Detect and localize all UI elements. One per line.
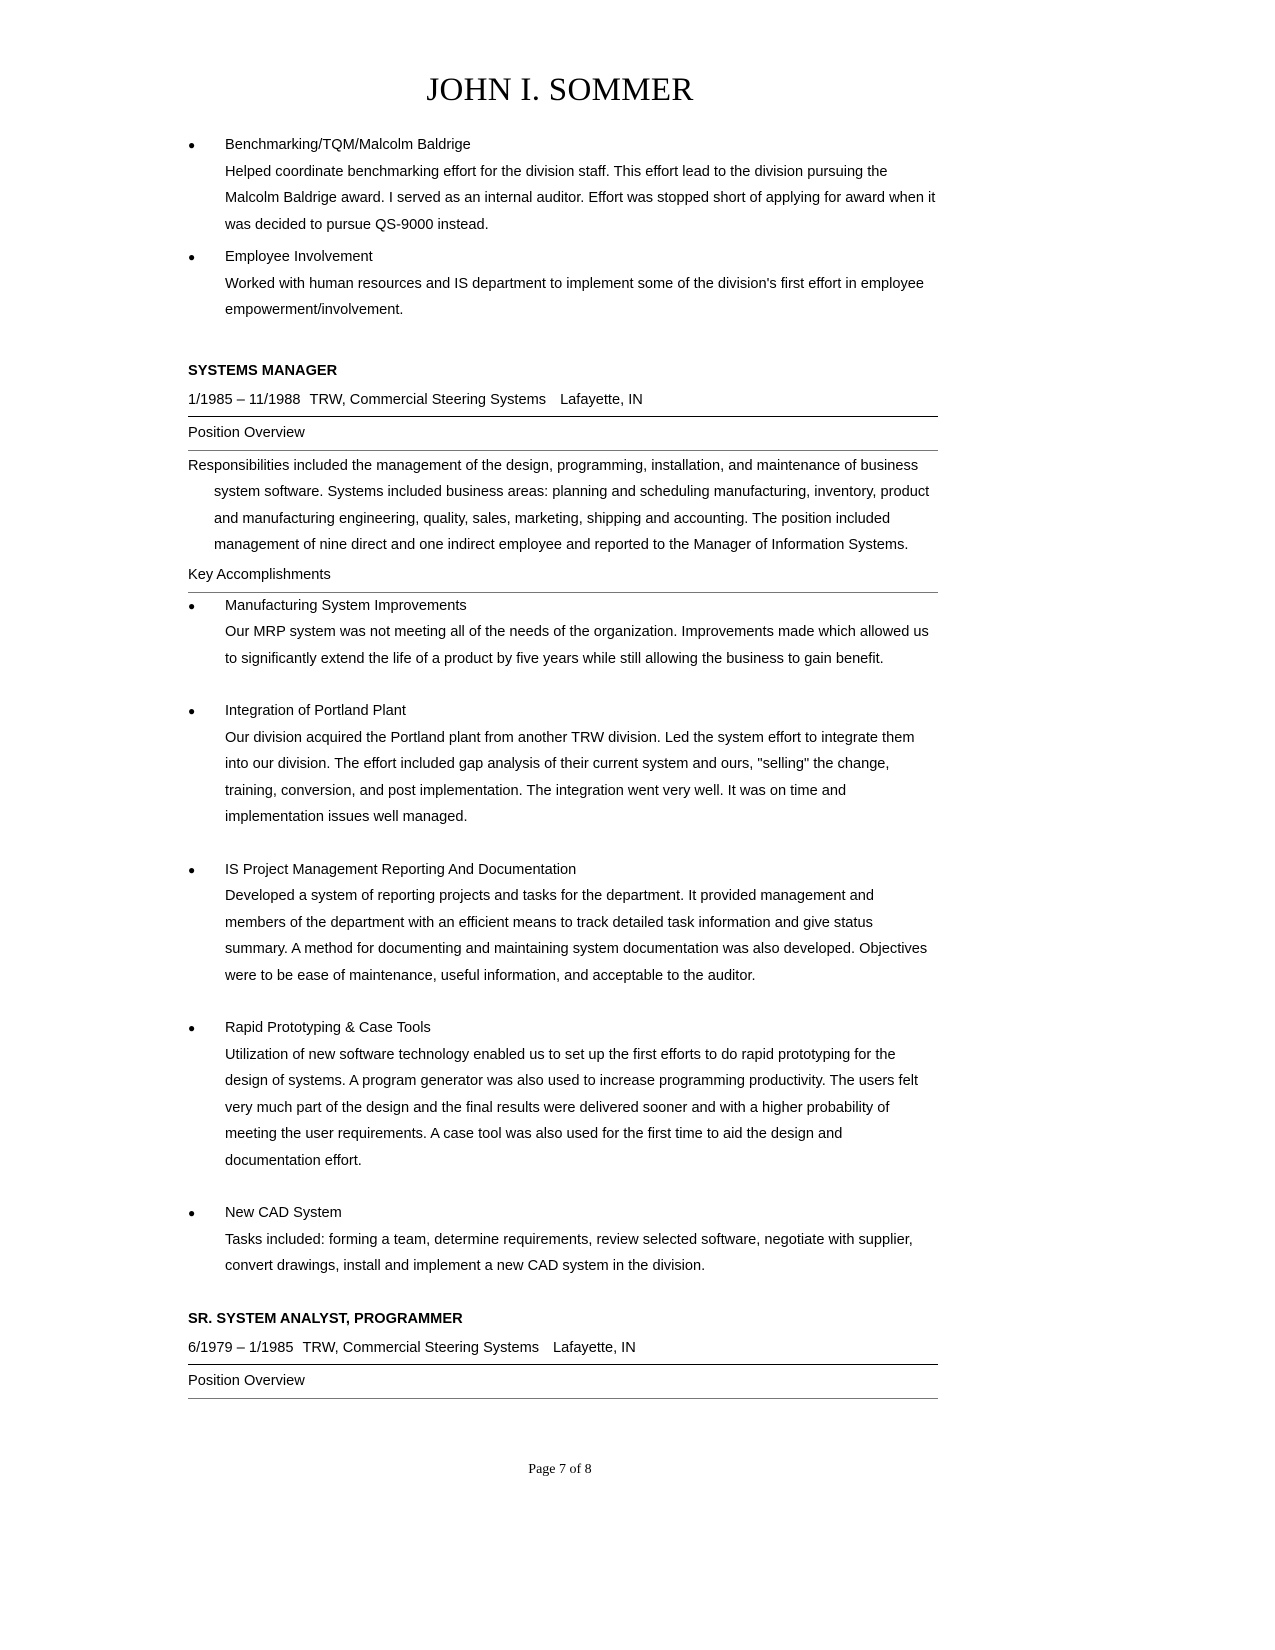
job-title: SYSTEMS MANAGER [188,362,338,379]
job-company: TRW, Commercial Steering Systems [309,391,547,408]
job-dates: 1/1985 – 11/1988 [188,391,301,408]
list-item [188,593,938,673]
bullet-icon: ● [188,598,196,613]
item-title: New CAD System [225,1205,342,1221]
resume-name: JOHN I. SOMMER [426,72,694,108]
divider [188,1398,938,1399]
section-label: Position Overview [188,424,305,441]
position-overview-text: Responsibilities included the management of the design, programming, installation, and maintenance of business system software. Systems included business areas: planning and scheduling manufacturing, inventory, product and manufacturing engineering, quality, sales, marketing, shipping and accounting. The position included management of nine direct and one indirect employee and reported to the Manager of Information Systems. [188,457,930,553]
item-description: Helped coordinate benchmarking effort for the division staff. This effort lead to the division pursuing the Malcolm Baldrige award. I served as an internal auditor. Effort was stopped short of applying for award when it was decided to pursue QS-9000 instead. [225,163,936,233]
job-location: Lafayette, IN [553,1339,636,1356]
list-item [188,698,938,831]
item-title: Manufacturing System Improvements [225,597,467,614]
list-item [188,1015,938,1174]
job-company: TRW, Commercial Steering Systems [302,1339,540,1356]
page-number: Page 7 of 8 [528,1462,592,1477]
job-details [188,1335,938,1361]
item-description: Tasks included: forming a team, determine requirements, review selected software, negotiate with supplier, convert drawings, install and implement a new CAD system in the division. [225,1231,913,1274]
section-label: Position Overview [188,1372,305,1389]
job-dates: 6/1979 – 1/1985 [188,1339,294,1356]
bullet-icon: ● [188,704,196,718]
bullet-icon: ● [188,250,196,264]
bullet-icon: ● [188,1206,196,1220]
item-description: Developed a system of reporting projects and tasks for the department. It provided management and members of the department with an efficient means to track detailed task information and give status summary. A method for documenting and maintaining system documentation was also developed. Objectives were to be ease of maintenance, useful information, and acceptable to the auditor. [225,888,928,984]
bullet-icon: ● [188,862,196,877]
item-description: Utilization of new software technology enabled us to set up the first efforts to do rapid prototyping for the design of systems. A program generator was also used to increase programming productivity. The users felt very much part of the design and the final results were delivered sooner and with a higher probability of meeting the user requirements. A case tool was also used for the first time to aid the design and documentation effort. [225,1046,918,1169]
divider [188,450,938,451]
item-description: Our division acquired the Portland plant from another TRW division. Led the system effort to integrate them into our division. The effort included gap analysis of their current system and ours, "selling" the change, training, conversion, and post implementation. The integration went very well. It was on time and implementation issues well managed. [225,729,915,825]
job-title: SR. SYSTEM ANALYST, PROGRAMMER [188,1310,463,1327]
divider [188,416,938,417]
item-title: Integration of Portland Plant [225,703,406,719]
item-title: Benchmarking/TQM/Malcolm Baldrige [225,137,471,153]
list-item [188,132,938,238]
list-item [188,244,938,324]
item-title: IS Project Management Reporting And Documentation [225,861,577,878]
list-item [188,1200,938,1280]
item-title: Employee Involvement [225,249,373,265]
bullet-icon: ● [188,1021,196,1035]
job-details [188,387,938,413]
item-description: Worked with human resources and IS department to implement some of the division's first effort in employee empowerment/involvement. [225,275,925,318]
list-item [188,857,938,990]
bullet-icon: ● [188,138,196,152]
resume-content [188,132,938,1399]
item-title: Rapid Prototyping & Case Tools [225,1020,431,1036]
job-location: Lafayette, IN [560,391,643,408]
divider [188,1364,938,1365]
item-description: Our MRP system was not meeting all of the needs of the organization. Improvements made which allowed us to significantly extend the life of a product by five years while still allowing the business to gain benefit. [225,624,929,667]
section-label: Key Accomplishments [188,566,331,583]
